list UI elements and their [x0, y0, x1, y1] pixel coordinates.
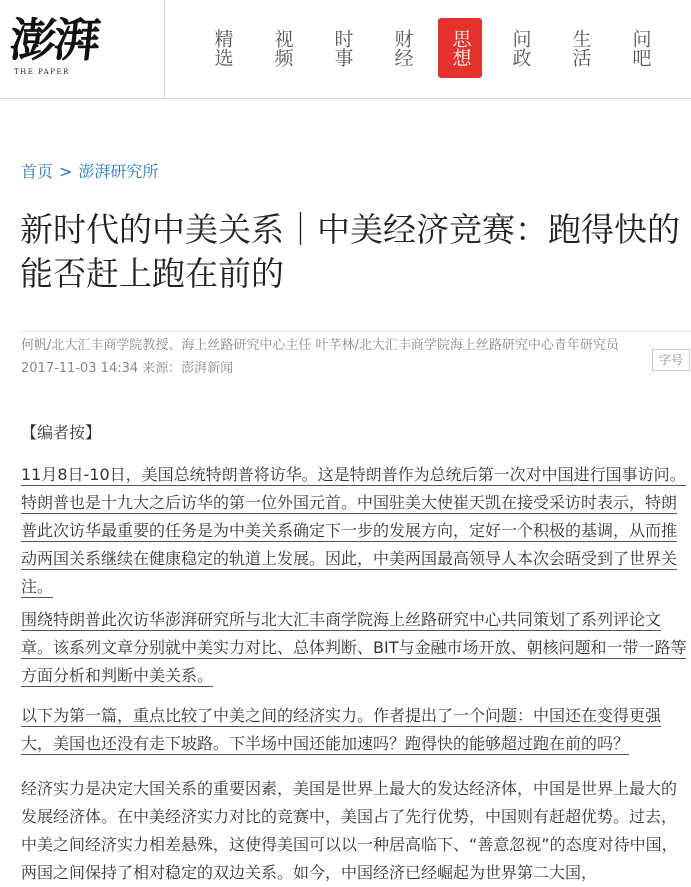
- nav-item-wenba[interactable]: 问吧: [629, 29, 652, 67]
- article-paragraph-1: [21, 461, 691, 601]
- article-authors: 何帆/北大汇丰商学院教授、海上丝路研究中心主任 叶芊林/北大汇丰商学院海上丝路研究中心青年研究员: [21, 331, 691, 353]
- nav-item-jingxuan[interactable]: 精选: [211, 29, 234, 67]
- breadcrumb-home-link[interactable]: 首页: [21, 162, 54, 181]
- breadcrumb-separator: >: [59, 162, 73, 181]
- nav-item-sixiang[interactable]: 思想: [438, 18, 482, 78]
- article-meta: [21, 357, 233, 376]
- article-title: 新时代的中美关系｜中美经济竞赛：跑得快的能否赶上跑在前的: [20, 210, 680, 293]
- paragraph-text: 以下为第一篇，重点比较了中美之间的经济实力。作者提出了一个问题：中国还在变得更强大，美国也还没有走下坡路。下半场中国还能加速吗？跑得快的能够超过跑在前的吗？: [21, 706, 662, 753]
- nav-item-wenzheng[interactable]: 问政: [509, 29, 532, 67]
- breadcrumb: [21, 159, 158, 182]
- top-navigation-bar: [0, 0, 691, 99]
- nav-item-shenghuo[interactable]: 生活: [569, 29, 592, 67]
- editor-note-label: 【编者按】: [21, 423, 102, 442]
- article-paragraph-2: [21, 606, 691, 690]
- logo-text: 澎湃: [7, 13, 101, 67]
- paragraph-text: 11月8日-10日，美国总统特朗普将访华。这是特朗普作为总统后第一次对中国进行国事访问。特朗普也是十九大之后访华的第一位外国元首。中国驻美大使崔天凯在接受采访时表示，特朗普此次访华最重要的任务是为中美关系确定下一步的发展方向，定好一个积极的基调，从而推动两国关系继续在健康稳定的轨道上发展。因此，中美两国最高领导人本次会晤受到了世界关注。: [21, 465, 686, 596]
- logo-subtitle: THE PAPER: [14, 68, 70, 76]
- breadcrumb-section-link[interactable]: 澎湃研究所: [78, 162, 159, 181]
- article-paragraph-3: [21, 702, 691, 758]
- article-paragraph-4: [21, 775, 691, 887]
- publish-datetime: 2017-11-03 14:34: [21, 361, 139, 376]
- paragraph-text: 经济实力是决定大国关系的重要因素，美国是世界上最大的发达经济体，中国是世界上最大的发展经济体。在中美经济实力对比的竞赛中，美国占了先行优势，中国则有赶超优势。过去，中美之间经济实力相差悬殊，这使得美国可以以一种居高临下、“善意忽视”的态度对待中国，两国之间保持了相对稳定的双边关系。如今，中国经济已经崛起为世界第二大国，: [21, 779, 678, 882]
- nav-item-shishi[interactable]: 时事: [331, 29, 354, 67]
- nav-item-shipin[interactable]: 视频: [271, 29, 294, 67]
- nav-item-caijing[interactable]: 财经: [391, 29, 414, 67]
- paragraph-text: 围绕特朗普此次访华澎湃研究所与北大汇丰商学院海上丝路研究中心共同策划了系列评论文章。该系列文章分别就中美实力对比、总体判断、BIT与金融市场开放、朝核问题和一带一路等方面分析和判断中美关系。: [21, 610, 687, 685]
- font-size-button[interactable]: 字号: [652, 349, 690, 371]
- logo[interactable]: [0, 0, 165, 99]
- article-source: 来源：澎湃新闻: [142, 361, 234, 376]
